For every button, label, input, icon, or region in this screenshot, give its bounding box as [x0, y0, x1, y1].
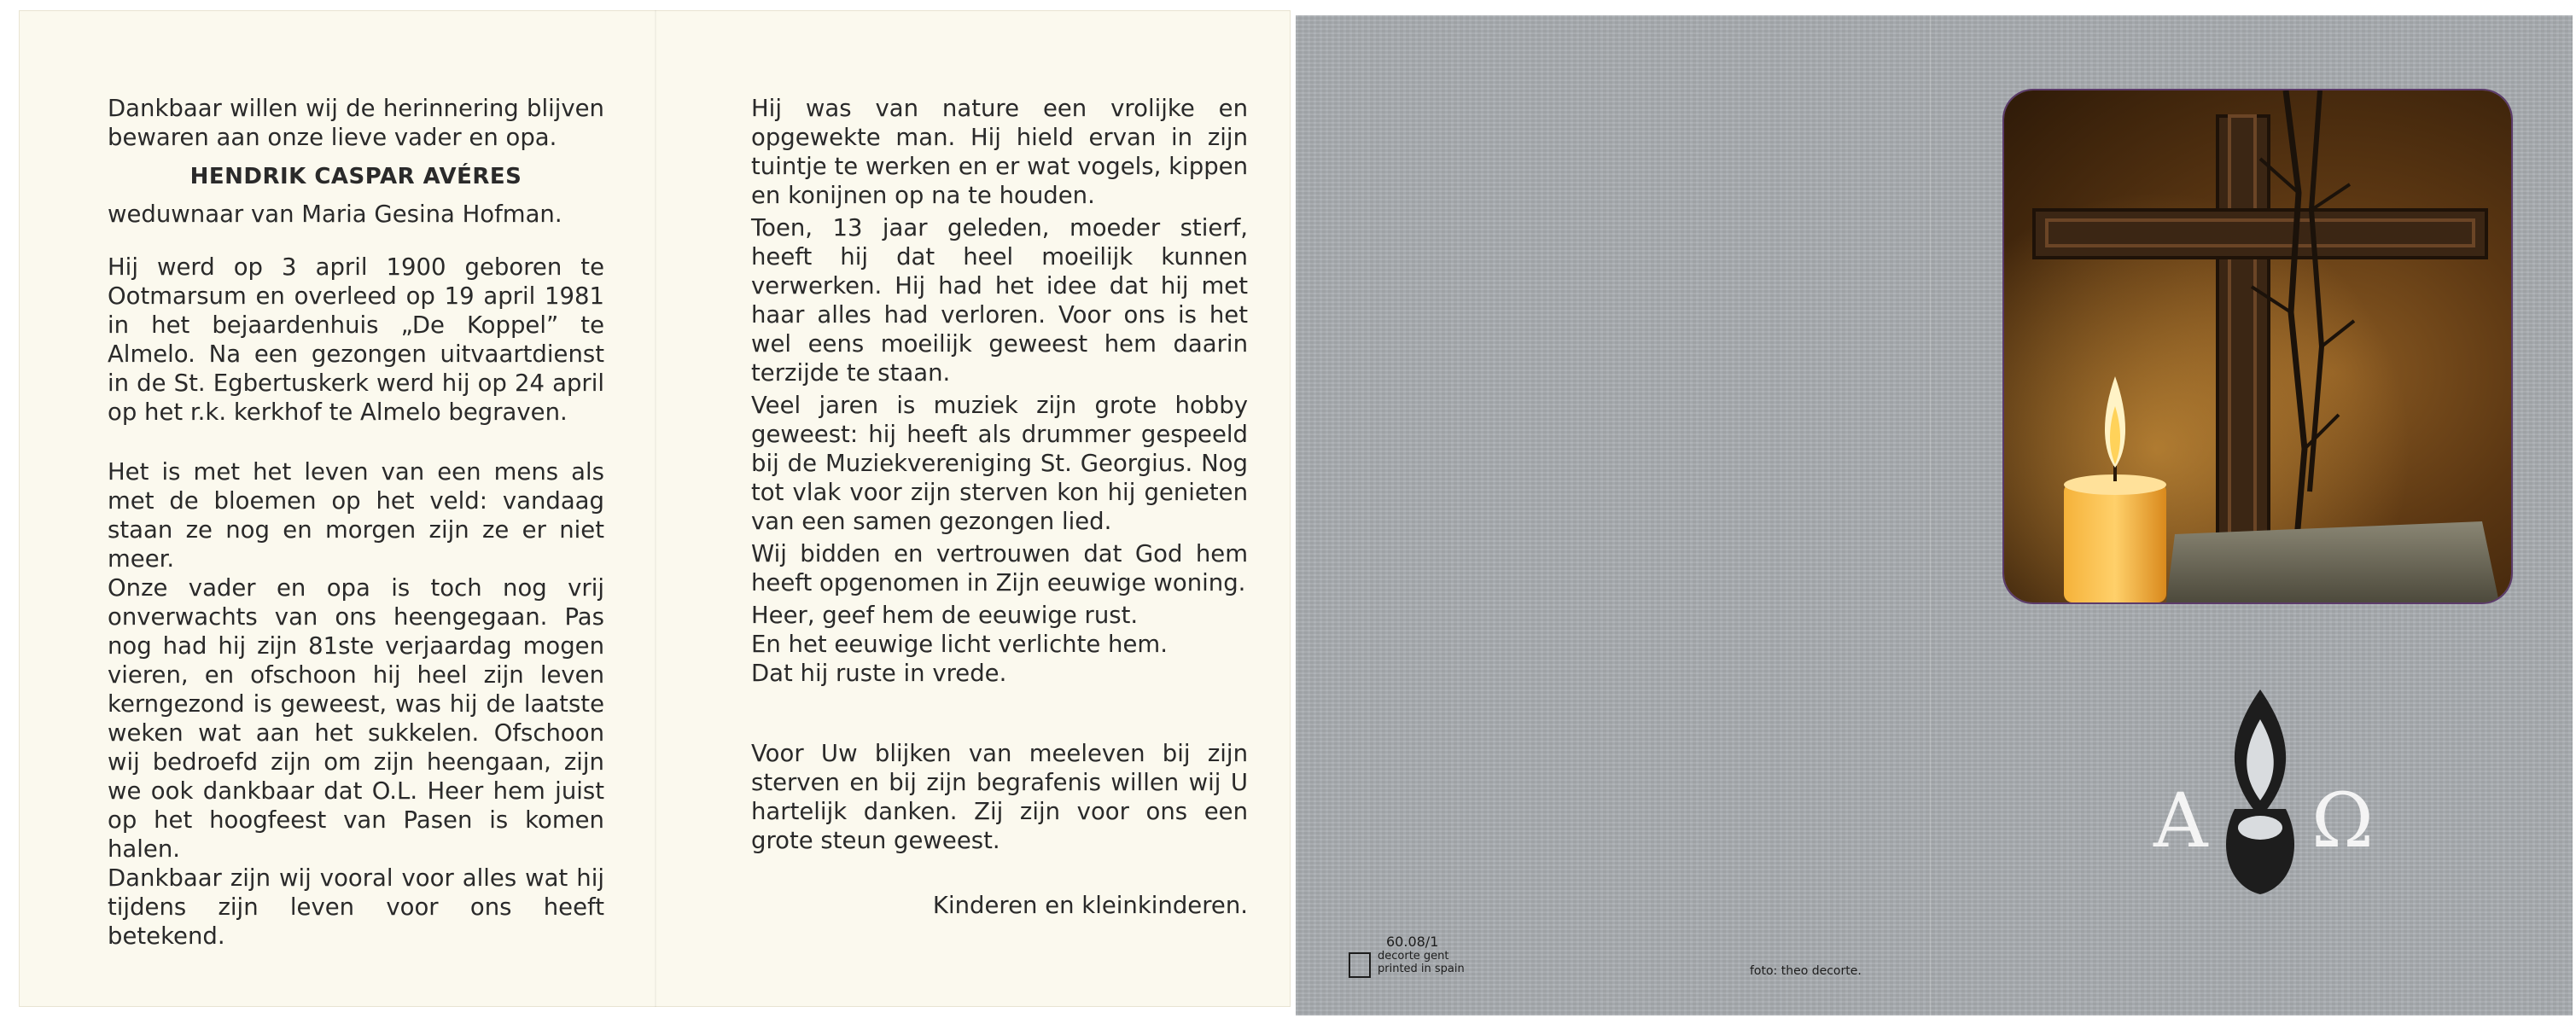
thanks-text: Voor Uw blijken van meeleven bij zijn sterven en bij zijn begrafenis willen wij U hartelijk danken. Zij zijn voor ons een grote steun geweest. [751, 740, 1248, 854]
candle-cross-photo [2004, 90, 2511, 602]
inside-left-column [108, 94, 604, 951]
imprint-line-2: printed in spain [1378, 963, 1465, 975]
card-inside-spread [19, 10, 1291, 1007]
widower-line: weduwnaar van Maria Gesina Hofman. [108, 201, 562, 228]
alpha-omega-emblem [2149, 681, 2374, 920]
faith-text: Wij bidden en vertrouwen dat God hem heeft opgenomen in Zijn eeuwige woning. [751, 540, 1248, 596]
printer-imprint [1349, 935, 1465, 975]
alpha-symbol: Α [2153, 777, 2208, 864]
deceased-name: HENDRIK CASPAR AVÉRES [189, 164, 522, 189]
prayer-line-3: Dat hij ruste in vrede. [751, 660, 1007, 687]
reflection-text: Het is met het leven van een mens als met de bloemen op het veld: vandaag staan ze nog en morgen zijn ze er niet meer. [108, 458, 604, 573]
photo-credit: foto: theo decorte. [1750, 964, 1862, 978]
imprint-line-1: decorte gent [1378, 950, 1449, 963]
gratitude-text: Dankbaar zijn wij vooral voor alles wat hij tijdens zijn leven voor ons heeft betekend. [108, 864, 604, 950]
printer-logo-icon [1349, 952, 1371, 978]
music-text: Veel jaren is muziek zijn grote hobby geweest: hij heeft als drummer gespeeld bij de Muziekvereniging St. Georgius. Nog tot vlak voor zijn sterven kon hij genieten van een samen gezongen lied. [751, 392, 1248, 535]
passing-text: Onze vader en opa is toch nog vrij onverwachts van ons heengegaan. Pas nog had hij zijn 81ste verjaardag mogen vieren, en ofschoon hij heel zijn leven kerngezond is geweest, was hij de laatste weken wat aan het sukkelen. Ofschoon wij bedroefd zijn om zijn heengaan, zijn we ook dankbaar dat O.L. Heer hem juist op het hoogfeest van Pasen is komen halen. [108, 574, 604, 863]
outside-fold-line [1929, 15, 1932, 1015]
inside-fold-line [655, 10, 656, 1007]
imprint-code: 60.08/1 [1386, 934, 1439, 950]
prayer-line-2: En het eeuwige licht verlichte hem. [751, 631, 1168, 658]
card-outside-cover [1296, 15, 2573, 1015]
inside-right-column [751, 94, 1248, 920]
omega-symbol: Ω [2311, 777, 2374, 864]
signature-text: Kinderen en kleinkinderen. [932, 892, 1248, 919]
mother-text: Toen, 13 jaar geleden, moeder stierf, heeft hij dat heel moeilijk kunnen verwerken. Hij had het idee dat hij met haar alles had verloren. Voor ons is het wel eens moeilijk geweest hem daarin terzijde te staan. [751, 214, 1248, 387]
biography-text: Hij werd op 3 april 1900 geboren te Ootmarsum en overleed op 19 april 1981 in het bejaardenhuis „De Koppel” te Almelo. Na een gezongen uitvaartdienst in de St. Egbertuskerk werd hij op 24 april op het r.k. kerkhof te Almelo begraven. [108, 253, 604, 426]
character-text: Hij was van nature een vrolijke en opgewekte man. Hij hield ervan in zijn tuintje te werken en er wat vogels, kippen en konijnen op na te houden. [751, 95, 1248, 209]
prayer-line-1: Heer, geef hem de eeuwige rust. [751, 602, 1139, 629]
intro-text: Dankbaar willen wij de herinnering blijven bewaren aan onze lieve vader en opa. [108, 95, 604, 151]
candle-cross-illustration [2004, 90, 2511, 602]
